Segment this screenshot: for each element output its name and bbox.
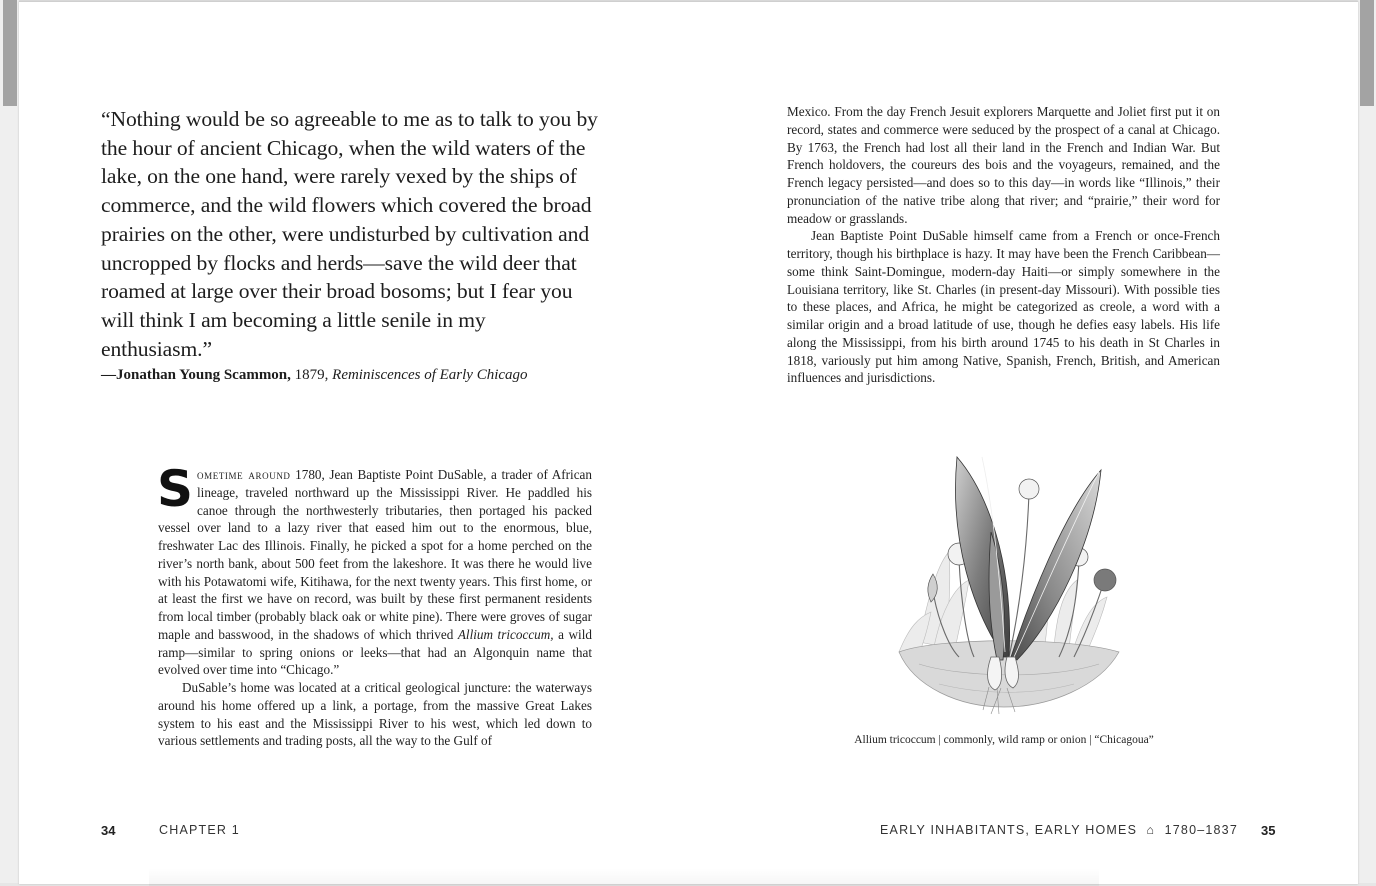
wild-ramp-illustration <box>879 452 1129 717</box>
right-paragraph-2: Jean Baptiste Point DuSable himself came from a French or once-French territory, though his birthplace is hazy. It may have been the French Caribbean—some think Saint-Domingue, modern-day Haiti—or simply somewhere in the Louisiana territory, like St. Charles (in present-day Missouri). With possible ties to these places, and Africa, he might be categorized as creole, a word with a similar origin and a broad latitude of use, though he defies easy labels. His life along the Mississippi, from his birth around 1745 to his death in St Charles in 1818, variously put him among Native, Spanish, French, British, and American influences and jurisdictions. <box>787 228 1220 386</box>
left-paragraph-1-end: a wild ramp—similar to spring onions or leeks—that had an Algonquin name that evolved over time into “Chicago.” <box>158 626 592 678</box>
left-scrollbar-thumb[interactable] <box>3 0 17 106</box>
running-head-dates: 1780–1837 <box>1164 823 1238 837</box>
quote-book-title: Reminiscences of Early Chicago <box>328 367 528 383</box>
left-page-number: 34 <box>101 823 116 838</box>
epigraph-attribution <box>101 367 621 384</box>
drop-cap: S <box>157 460 194 518</box>
species-name: Allium tricoccum, <box>457 626 554 642</box>
house-icon: ⌂ <box>1146 823 1156 837</box>
quote-author: —Jonathan Young Scammon, <box>101 367 291 383</box>
left-running-head: CHAPTER 1 <box>159 823 240 837</box>
right-scrollbar-thumb[interactable] <box>1360 0 1374 106</box>
right-scrollbar[interactable] <box>1358 0 1376 883</box>
right-paragraph-1: Mexico. From the day French Jesuit explorers Marquette and Joliet first put it on record, states and commerce were seduced by the prospect of a canal at Chicago. By 1763, the French had lost all their land in the French and Indian War. But French holdovers, the coureurs des bois and the voyageurs, remained, and the French legacy persisted—and does so to this day—in words like “Illinois,” their pronunciation of the native tribe along that river; and “prairie,” their word for meadow or grasslands. <box>787 104 1220 226</box>
left-paragraph-1-text: 1780, Jean Baptiste Point DuSable, a trader of African lineage, traveled northward up the Mississippi River. He paddled his canoe through the northwesterly tributaries, then portaged his packed vessel over land to a lazy river that eased him out to the enormous, blue, freshwater Lac des Illinois. Finally, he picked a spot for a home perched on the river’s north bank, about 500 feet from the lakeshore. It was there he would live with his Potawatomi wife, Kitihawa, for the next twenty years. This first home, or at least the first we have on record, was built by these first permanent residents from local timber (probably black oak or white pine). There were groves of sugar maple and basswood, in the shadows of which thrived <box>158 467 593 642</box>
right-page-number: 35 <box>1261 823 1276 838</box>
left-page-body <box>157 460 593 750</box>
page-shadow <box>149 868 1099 886</box>
lead-in-smallcaps: ometime around <box>197 467 291 482</box>
left-paragraph-2: DuSable’s home was located at a critical geological juncture: the waterways around his home offered up a link, a portage, from the massive Great Lakes system to his east and the Mississippi River to his west, which led down to various settlements and trading posts, all the way to the Gulf of <box>158 680 592 749</box>
figure-caption: Allium tricoccum | commonly, wild ramp or onion | “Chicagoua” <box>854 734 1154 746</box>
epigraph-quote: “Nothing would be so agreeable to me as to talk to you by the hour of ancient Chicago, when the wild waters of the lake, on the one hand, were rarely vexed by the ships of commerce, and the wild flowers which covered the broad prairies on the other, were undisturbed by cultivation and uncropped by flocks and herds—save the wild deer that roamed at large over their broad bosoms; but I fear you will think I am becoming a little senile in my enthusiasm.” <box>101 107 598 361</box>
quote-year: 1879, <box>290 367 329 383</box>
right-page-body <box>787 103 1220 387</box>
right-running-head <box>880 823 1238 837</box>
book-spread <box>19 1 1358 884</box>
left-scrollbar[interactable] <box>0 0 19 883</box>
left-paragraph-1 <box>157 460 593 679</box>
running-head-title: EARLY INHABITANTS, EARLY HOMES <box>880 823 1138 837</box>
